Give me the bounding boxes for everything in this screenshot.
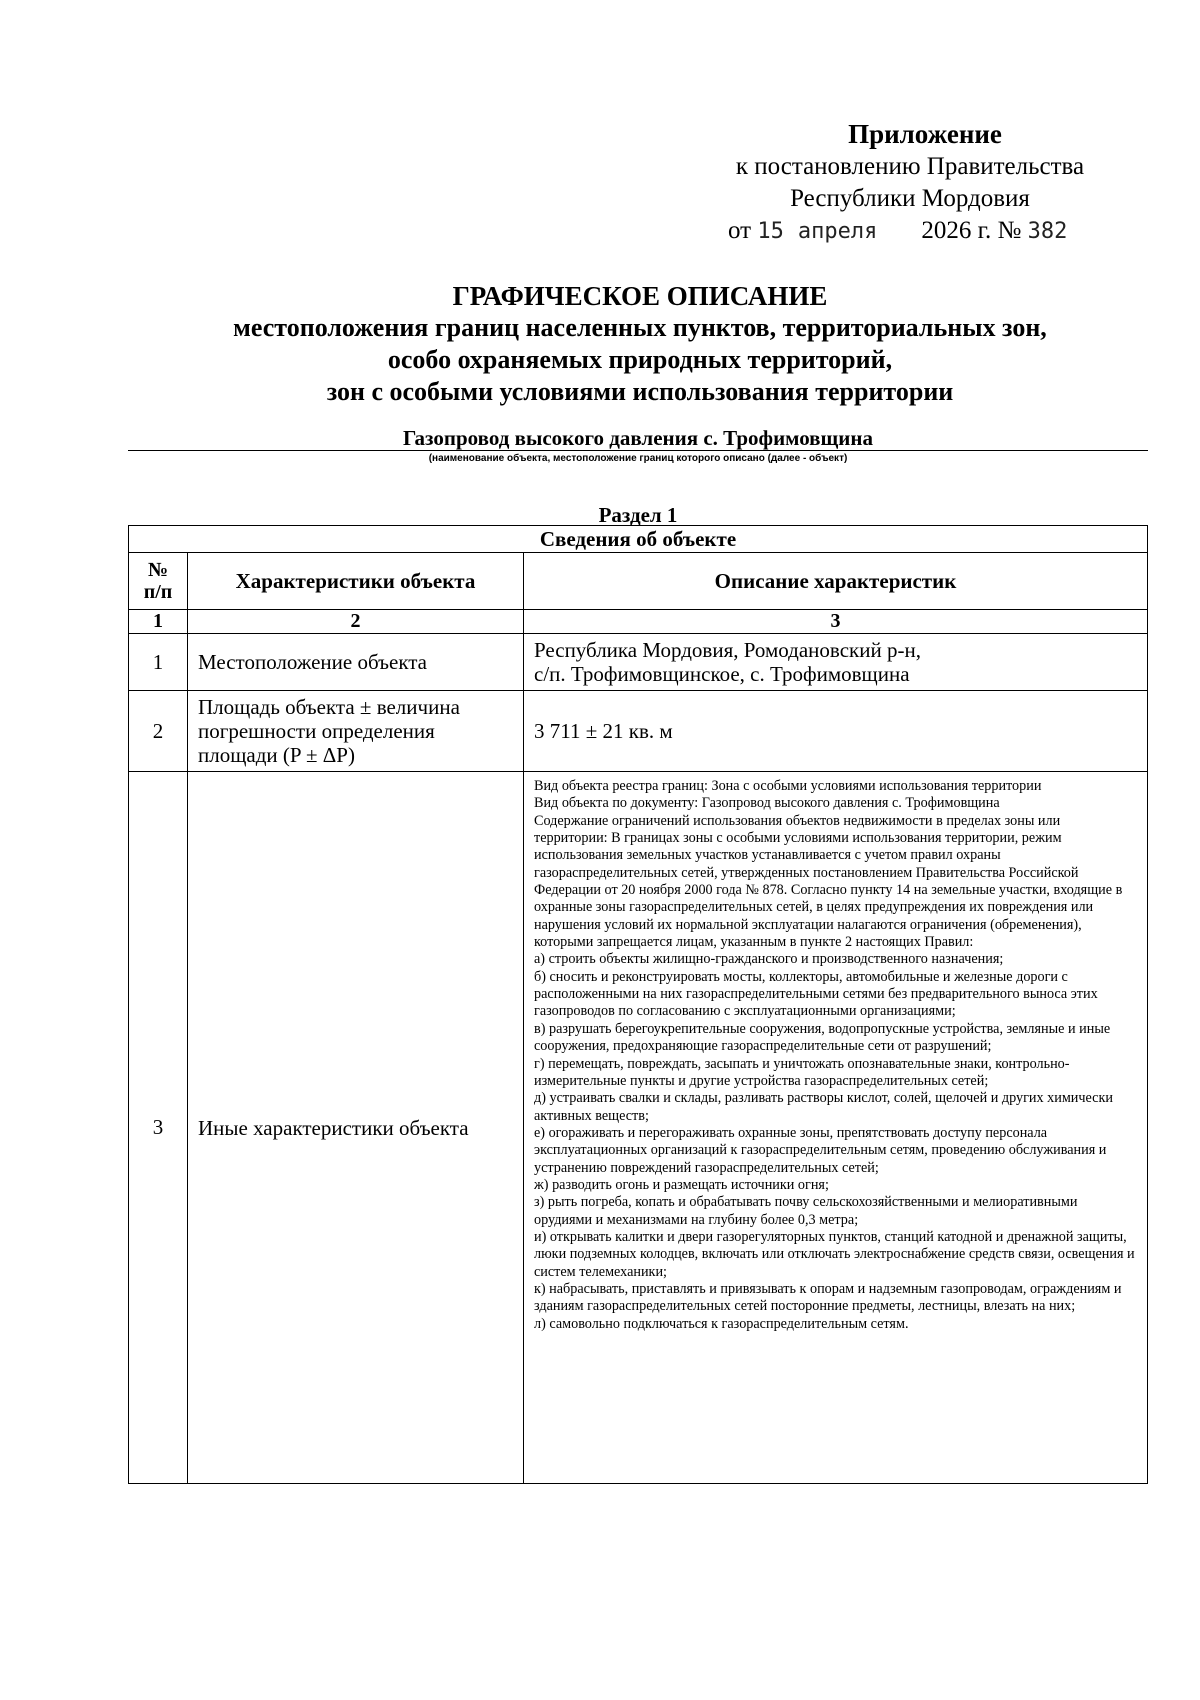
section-title: Раздел 1 xyxy=(598,503,678,527)
desc-paragraph: б) сносить и реконструировать мосты, коллекторы, автомобильные и железные дороги с расположенными на них газораспределительными сетями без предварительного выноса этих газопроводов по согласованию с эксплуатационными организациями; xyxy=(534,968,1098,1020)
header-characteristics: Характеристики объекта xyxy=(188,553,524,610)
header-number-pp: п/п xyxy=(143,581,173,603)
object-name-hint: (наименование объекта, местоположение границ которого описано (далее - объект) xyxy=(428,453,848,464)
desc-paragraph: ж) разводить огонь и размещать источники огня; xyxy=(534,1176,829,1193)
location-line-2: с/п. Трофимовщинское, с. Трофимовщина xyxy=(534,662,910,686)
date-prefix: от xyxy=(728,217,752,244)
index-cell: 3 xyxy=(524,610,1148,634)
row-description xyxy=(524,772,1148,1484)
date-day: 15 xyxy=(757,219,784,244)
desc-paragraph: д) устраивать свалки и склады, разливать растворы кислот, солей, щелочей и других химически активных веществ; xyxy=(534,1090,1113,1124)
annex-block xyxy=(680,118,1140,248)
resolution-number: 382 xyxy=(1027,219,1068,244)
document-title-line-2: местоположения границ населенных пунктов, территориальных зон, xyxy=(233,313,1047,342)
desc-paragraph: Содержание ограничений использования объектов недвижимости в пределах зоны или территории: В границах зоны с особыми условиями использования территории, режим использования земельных участков устанавливается с учетом правил охраны газораспределительных сетей, утвержденных постановлением Правительства Российской Федерации от 20 ноября 2000 года № 878. Согласно пункту 14 на земельные участки, входящие в охранные зоны газораспределительных сетей, в целях предупреждения их повреждения или нарушения условий их нормальной эксплуатации налагаются ограничения (обременения), которыми запрещается лицам, указанным в пункте 2 настоящих Правил: xyxy=(534,812,1123,951)
document-title-line-1: ГРАФИЧЕСКОЕ ОПИСАНИЕ xyxy=(452,281,828,311)
row-number: 2 xyxy=(129,691,188,772)
desc-paragraph: л) самовольно подключаться к газораспределительным сетям. xyxy=(534,1315,909,1332)
index-cell: 1 xyxy=(129,610,188,634)
row-characteristic: Иные характеристики объекта xyxy=(188,772,524,1484)
table-caption: Сведения об объекте xyxy=(129,526,1148,553)
table-header-row xyxy=(129,553,1148,610)
annex-date-line xyxy=(680,215,1140,248)
index-cell: 2 xyxy=(188,610,524,634)
table-row xyxy=(129,772,1148,1484)
object-info-table xyxy=(128,525,1148,1484)
desc-paragraph: г) перемещать, повреждать, засыпать и уничтожать опознавательные знаки, контрольно-измерительные пункты и другие устройства газораспределительных сетей; xyxy=(534,1055,1070,1089)
date-year: 2026 г. xyxy=(921,217,992,244)
desc-paragraph: е) огораживать и перегораживать охранные зоны, препятствовать доступу персонала эксплуатационных организаций к газораспределительным сетям, проведению обслуживания и устранению повреждений газораспределительных сетей; xyxy=(534,1124,1107,1176)
row-description xyxy=(524,634,1148,691)
header-description: Описание характеристик xyxy=(524,553,1148,610)
date-month: апреля xyxy=(797,219,878,244)
row-description: 3 711 ± 21 кв. м xyxy=(524,691,1148,772)
table-row xyxy=(129,634,1148,691)
document-title xyxy=(130,280,1150,408)
document-title-line-3: особо охраняемых природных территорий, xyxy=(387,345,893,374)
header-number-sign: № xyxy=(147,559,169,581)
desc-paragraph: Вид объекта реестра границ: Зона с особыми условиями использования территории xyxy=(534,778,1042,794)
row-number: 3 xyxy=(129,772,188,1484)
table-row xyxy=(129,691,1148,772)
number-sign: № xyxy=(997,217,1022,244)
row-characteristic: Местоположение объекта xyxy=(188,634,524,691)
row-characteristic: Площадь объекта ± величина погрешности определения площади (P ± ΔP) xyxy=(188,691,524,772)
object-name-underline xyxy=(128,450,1148,451)
annex-line-1: к постановлению Правительства xyxy=(735,153,1085,180)
desc-paragraph: з) рыть погреба, копать и обрабатывать почву сельскохозяйственными и мелиоративными орудиями и механизмами на глубину более 0,3 метра; xyxy=(534,1194,1078,1228)
object-name: Газопровод высокого давления с. Трофимовщина xyxy=(403,426,873,450)
header-number xyxy=(129,553,188,610)
annex-line-2: Республики Мордовия xyxy=(790,185,1030,212)
document-title-line-4: зон с особыми условиями использования территории xyxy=(326,377,954,406)
desc-paragraph: в) разрушать берегоукрепительные сооружения, водопропускные устройства, земляные и иные сооружения, предохраняющие газораспределительные сети от разрушений; xyxy=(534,1020,1111,1055)
desc-paragraph: и) открывать калитки и двери газорегуляторных пунктов, станций катодной и дренажной защиты, люки подземных колодцев, включать или отключать электроснабжение средств связи, освещения и систем телемеханики; xyxy=(534,1228,1135,1280)
desc-paragraph: к) набрасывать, приставлять и привязывать к опорам и надземным газопроводам, ограждениям и зданиям газораспределительных сетей посторонние предметы, лестницы, влезать на них; xyxy=(534,1280,1122,1315)
annex-title: Приложение xyxy=(848,119,1002,149)
row-number: 1 xyxy=(129,634,188,691)
desc-paragraph: Вид объекта по документу: Газопровод высокого давления с. Трофимовщина xyxy=(534,795,1000,812)
table-index-row xyxy=(129,610,1148,634)
desc-paragraph: а) строить объекты жилищно-гражданского и производственного назначения; xyxy=(534,951,1004,968)
location-line-1: Республика Мордовия, Ромодановский р-н, xyxy=(534,638,921,662)
